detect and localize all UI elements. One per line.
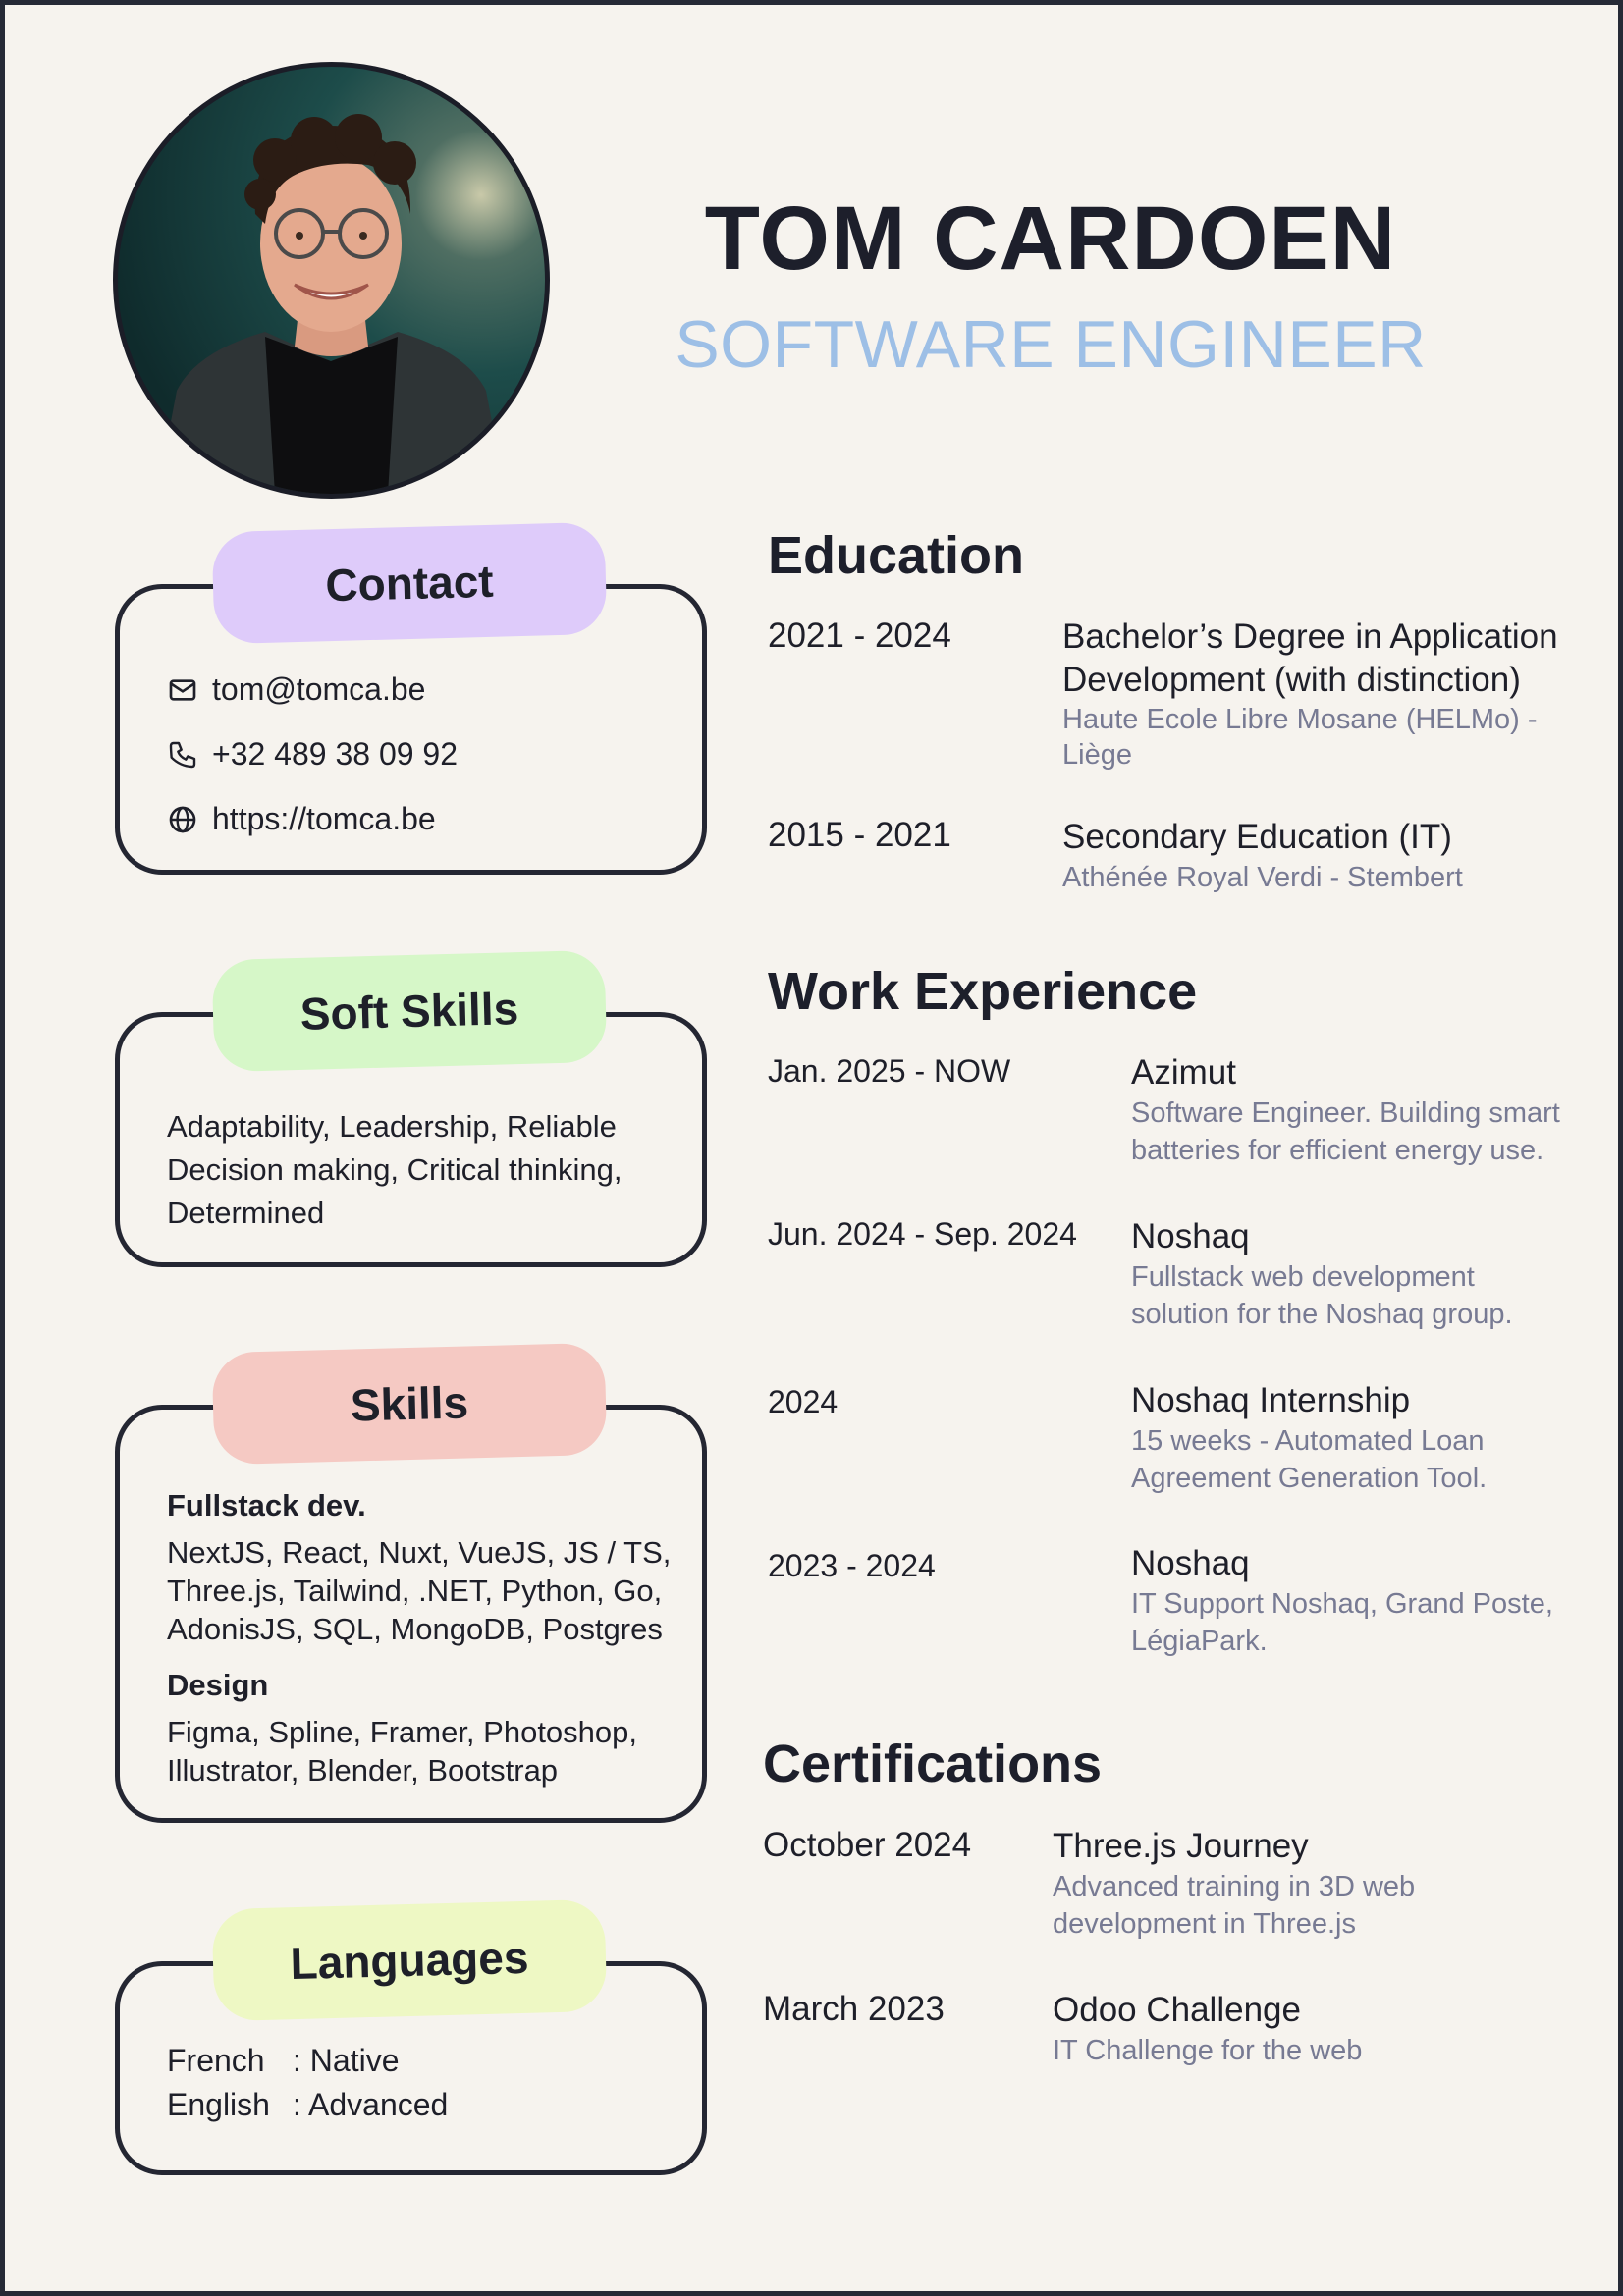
certification-title: Odoo Challenge [1053,1991,1301,2029]
education-institution: Athénée Royal Verdi - Stembert [1062,862,1463,893]
contact-website-row[interactable] [167,801,436,837]
certifications-heading: Certifications [763,1735,1103,1793]
certification-description: Advanced training in 3D web development in Three.js [1053,1871,1416,1940]
work-description: 15 weeks - Automated Loan Agreement Generation Tool. [1131,1425,1488,1494]
work-dates: Jan. 2025 - NOW [768,1053,1011,1089]
contact-email: tom@tomca.be [212,671,426,707]
certification-date: October 2024 [763,1826,972,1864]
work-company: Noshaq Internship [1131,1381,1411,1419]
education-heading: Education [768,526,1025,585]
education-dates: 2021 - 2024 [768,616,951,655]
skills-box [115,1405,707,1823]
work-dates: Jun. 2024 - Sep. 2024 [768,1216,1077,1252]
education-entry [1062,615,1578,773]
work-description: Software Engineer. Building smart batteries for efficient energy use. [1131,1097,1560,1166]
language-row [167,2087,448,2123]
skills-group-heading: Fullstack dev. [167,1488,366,1522]
portrait-illustration [118,67,545,494]
skills-group-text: NextJS, React, Nuxt, VueJS, JS / TS, Three.js, Tailwind, .NET, Python, Go, AdonisJS, SQL, MongoDB, Postgres [167,1535,672,1646]
contact-phone-row[interactable] [167,736,458,773]
skills-group-heading: Design [167,1668,269,1702]
education-entry [1062,816,1573,896]
work-entry [1131,1379,1573,1497]
education-institution: Haute Ecole Libre Mosane (HELMo) - Liège [1062,704,1538,771]
job-title: SOFTWARE ENGINEER [675,307,1427,382]
language-name: English [167,2087,270,2122]
work-experience-heading: Work Experience [768,962,1198,1021]
work-description: Fullstack web development solution for the Noshaq group. [1131,1261,1513,1330]
skills-heading: Skills [212,1343,608,1465]
soft-skills-text: Adaptability, Leadership, Reliable Decision making, Critical thinking, Determined [167,1109,622,1230]
language-level: : Native [293,2043,400,2078]
contact-heading: Contact [212,522,608,644]
soft-skills-heading: Soft Skills [212,950,608,1072]
work-company: Noshaq [1131,1544,1250,1582]
education-dates: 2015 - 2021 [768,816,951,854]
contact-website: https://tomca.be [212,801,436,836]
work-company: Azimut [1131,1053,1236,1092]
language-row [167,2043,399,2079]
certification-entry [1053,1989,1494,2069]
languages-heading: Languages [212,1899,608,2021]
certification-date: March 2023 [763,1990,945,2028]
work-entry [1131,1542,1573,1660]
certification-description: IT Challenge for the web [1053,2035,1363,2066]
mail-icon [167,674,198,706]
work-entry [1131,1215,1573,1333]
work-company: Noshaq [1131,1217,1250,1255]
certification-entry [1053,1825,1494,1943]
language-level: : Advanced [293,2087,449,2122]
work-description: IT Support Noshaq, Grand Poste, LégiaPark. [1131,1588,1553,1657]
skills-group-text: Figma, Spline, Framer, Photoshop, Illustrator, Blender, Bootstrap [167,1715,638,1788]
profile-photo [113,62,550,499]
work-dates: 2023 - 2024 [768,1548,936,1583]
phone-icon [167,739,198,771]
contact-email-row[interactable] [167,671,425,708]
certification-title: Three.js Journey [1053,1827,1309,1865]
work-dates: 2024 [768,1384,839,1419]
education-title: Bachelor’s Degree in Application Development (with distinction) [1062,617,1558,699]
contact-phone: +32 489 38 09 92 [212,736,459,772]
language-name: French [167,2043,265,2078]
globe-icon [167,804,198,835]
candidate-name: TOM CARDOEN [704,188,1397,289]
work-entry [1131,1051,1573,1169]
education-title: Secondary Education (IT) [1062,818,1452,856]
